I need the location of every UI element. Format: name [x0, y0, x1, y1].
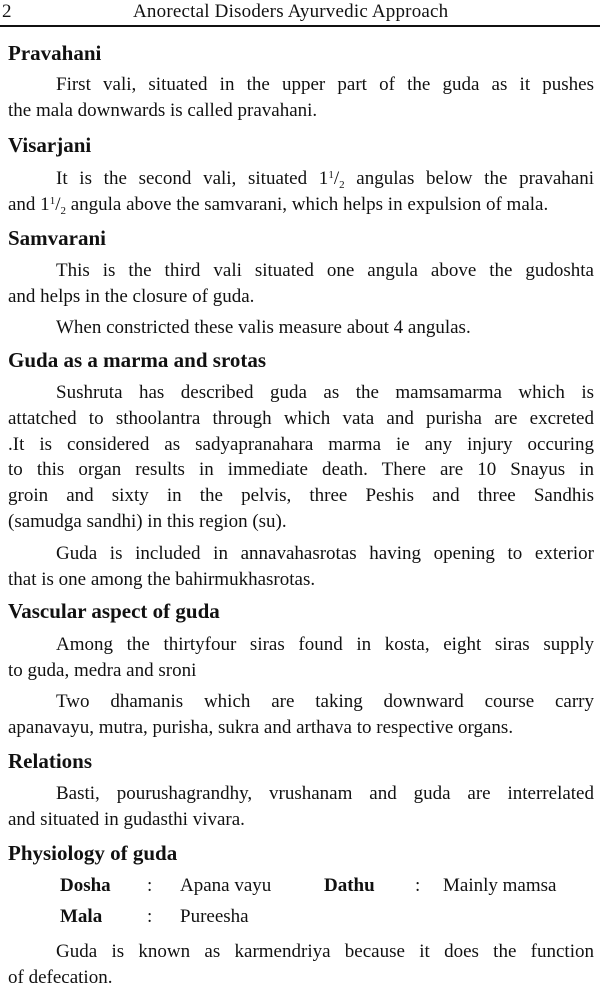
mala-label: Mala	[60, 906, 103, 927]
text-line: (samudga sandhi) in this region (su).	[8, 510, 287, 532]
mala-colon: :	[147, 906, 153, 927]
page-header	[0, 0, 600, 24]
text-line: Among the thirtyfour siras found in kosta, eight siras supply	[56, 634, 594, 655]
paragraph-relations	[8, 781, 594, 833]
text-line: to guda, medra and sroni	[8, 659, 197, 681]
paragraph-marma	[8, 380, 594, 535]
heading-visarjani: Visarjani	[8, 133, 92, 157]
paragraph-annavaha	[8, 541, 594, 593]
text-line: and $1^1/_2$ angula above the samvarani, which helps in expulsion of mala.	[8, 193, 549, 217]
text-line: groin and sixty in the pelvis, three Peshis and three Sandhis	[8, 485, 594, 507]
text-line: and helps in the closure of guda.	[8, 285, 255, 307]
paragraph-karmendriya	[8, 939, 594, 991]
text-line: Two dhamanis which are taking downward course carry	[56, 691, 594, 712]
dathu-value: Mainly mamsa	[443, 875, 557, 896]
text-line: to this organ results in immediate death. There are 10 Snayus in	[8, 459, 594, 481]
heading-vascular: Vascular aspect of guda	[8, 599, 220, 623]
heading-marma-srotas: Guda as a marma and srotas	[8, 348, 267, 372]
text-line: Guda is known as karmendriya because it does the function	[56, 941, 594, 962]
text-fragment: and 1	[8, 193, 50, 215]
fraction-denominator: 2	[60, 204, 66, 217]
text-line: that is one among the bahirmukhasrotas.	[8, 568, 316, 590]
page-number: 2	[2, 1, 12, 22]
paragraph-siras	[8, 632, 594, 684]
dosha-value: Apana vayu	[180, 875, 272, 896]
heading-relations: Relations	[8, 749, 92, 773]
text-line: attatched to sthoolantra through which vata and purisha are excreted	[8, 407, 594, 429]
paragraph-dhamanis	[8, 689, 594, 741]
text-line: Sushruta has described guda as the mamsamarma which is	[56, 382, 594, 403]
paragraph-samvarani-note	[8, 315, 594, 341]
heading-samvarani: Samvarani	[8, 226, 107, 250]
fraction-numerator: 1	[328, 169, 334, 181]
fraction-numerator: 1	[49, 194, 56, 207]
heading-pravahani: Pravahani	[8, 41, 102, 65]
paragraph-pravahani	[8, 72, 594, 124]
text-line: Basti, pourushagrandhy, vrushanam and guda are interrelated	[56, 783, 594, 804]
dosha-colon: :	[147, 875, 153, 896]
text-line: First vali, situated in the upper part of the guda as it pushes	[56, 74, 594, 95]
dosha-label: Dosha	[60, 875, 111, 896]
text-fragment: It is the second vali, situated 1	[56, 168, 329, 189]
text-line: and situated in gudasthi vivara.	[8, 808, 245, 830]
fraction-denominator: 2	[339, 179, 345, 191]
mala-value: Pureesha	[180, 906, 249, 927]
dathu-colon: :	[415, 875, 421, 896]
text-fragment: angula above the samvarani, which helps in expulsion of mala.	[65, 193, 549, 215]
running-title: Anorectal Disoders Ayurvedic Approach	[133, 1, 449, 22]
dathu-label: Dathu	[324, 875, 375, 896]
text-line: This is the third vali situated one angula above the gudoshta	[56, 260, 594, 281]
text-line: .It is considered as sadyapranahara marma ie any injury occuring	[8, 433, 594, 455]
text-line: It is the second vali, situated $1^1/_2$ angulas below the pravahani	[56, 168, 594, 191]
text-line: When constricted these valis measure about 4 angulas.	[56, 317, 471, 338]
text-line: apanavayu, mutra, purisha, sukra and arthava to respective organs.	[8, 716, 514, 738]
text-line: Guda is included in annavahasrotas having opening to exterior	[56, 543, 594, 564]
text-line: of defecation.	[8, 966, 113, 988]
paragraph-visarjani	[8, 166, 594, 218]
paragraph-samvarani	[8, 258, 594, 310]
text-line: the mala downwards is called pravahani.	[8, 99, 318, 121]
header-rule	[0, 25, 600, 27]
text-fragment: angulas below the pravahani	[344, 168, 594, 189]
heading-physiology: Physiology of guda	[8, 841, 178, 865]
